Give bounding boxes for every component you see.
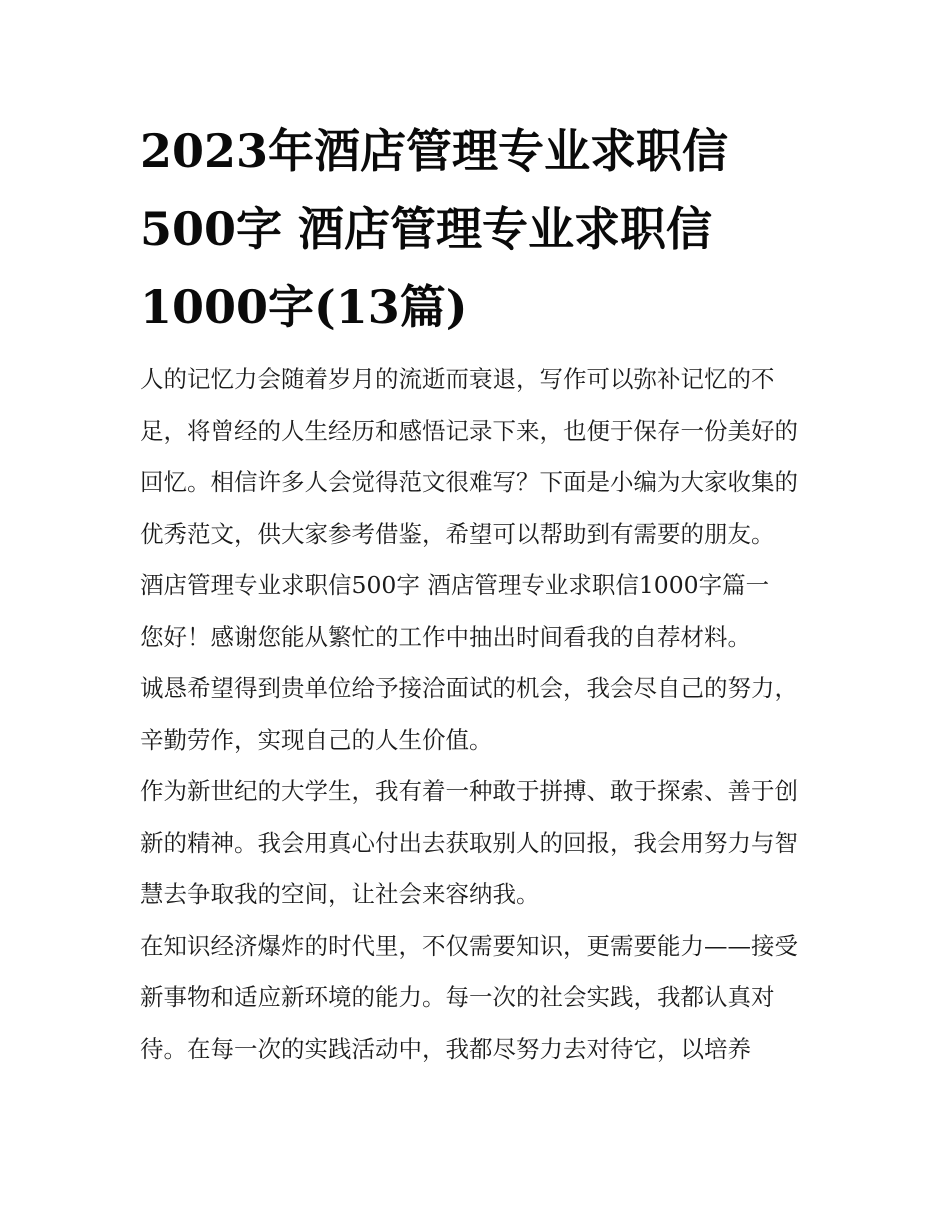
- title-line-3: 1000字(13篇): [140, 280, 468, 334]
- greeting-paragraph: 您好！感谢您能从繁忙的工作中抽出时间看我的自荐材料。: [140, 622, 751, 651]
- document-body: [140, 354, 812, 1075]
- intro-paragraph: 人的记忆力会随着岁月的流逝而衰退，写作可以弥补记忆的不足，将曾经的人生经历和感悟记录下来，也便于保存一份美好的回忆。相信许多人会觉得范文很难写？下面是小编为大家收集的优秀范文，供大家参考借鉴，希望可以帮助到有需要的朋友。: [140, 365, 798, 548]
- section-heading: 酒店管理专业求职信500字 酒店管理专业求职信1000字篇一: [140, 571, 770, 599]
- title-line-1: 2023年酒店管理专业求职信: [140, 124, 729, 178]
- document-title: [140, 112, 812, 346]
- document-page: [140, 112, 812, 1075]
- body-paragraph: 诚恳希望得到贵单位给予接洽面试的机会，我会尽自己的努力，辛勤劳作，实现自己的人生价值。: [140, 674, 798, 754]
- title-line-2: 500字 酒店管理专业求职信: [140, 202, 713, 256]
- body-paragraph: 在知识经济爆炸的时代里，不仅需要知识，更需要能力——接受新事物和适应新环境的能力。每一次的社会实践，我都认真对待。在每一次的实践活动中，我都尽努力去对待它，以培养: [140, 931, 798, 1063]
- body-paragraph: 作为新世纪的大学生，我有着一种敢于拼搏、敢于探索、善于创新的精神。我会用真心付出去获取别人的回报，我会用努力与智慧去争取我的空间，让社会来容纳我。: [140, 777, 798, 908]
